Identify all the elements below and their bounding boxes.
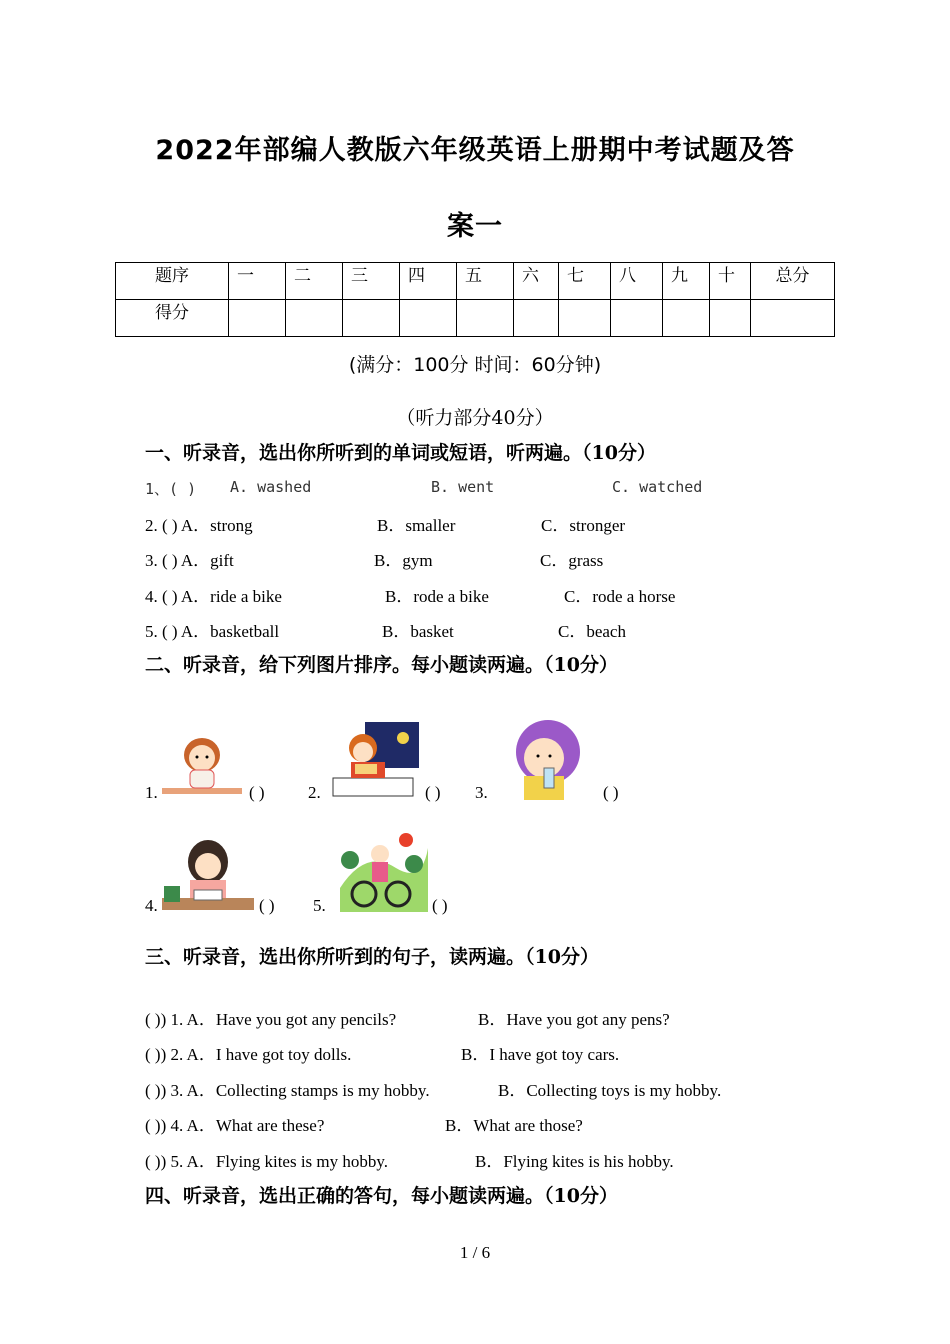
q3-item-3 [145, 1076, 722, 1101]
score-table-score-row [116, 300, 835, 337]
q3-option-a[interactable]: ) 4. A．What are these? [160, 1116, 325, 1135]
page-title-line2: 案一 [447, 211, 503, 242]
q2-label-2: 2. [308, 783, 321, 802]
q1-option-a[interactable]: strong [210, 516, 253, 535]
q1-item-number: 2. ( ) A． [145, 516, 211, 535]
header-cell: 四 [400, 263, 457, 300]
q3-item-1 [145, 1005, 670, 1030]
header-cell: 九 [663, 263, 710, 300]
q1-option-b[interactable]: B．rode a bike [385, 587, 489, 606]
q1-option-c[interactable]: C. watched [612, 478, 703, 496]
q1-item-4 [145, 582, 676, 607]
q2-blank-5[interactable]: ( ) [432, 896, 448, 915]
score-cell[interactable] [710, 300, 751, 337]
score-cell[interactable] [611, 300, 663, 337]
boy-reading-in-bed-picture [325, 720, 421, 802]
header-cell: 八 [611, 263, 663, 300]
q2-label-4: 4. [145, 896, 158, 915]
q3-item-2 [145, 1040, 620, 1065]
q1-option-c[interactable]: C．grass [540, 551, 604, 570]
q3-option-a[interactable]: ) 2. A．I have got toy dolls. [160, 1045, 352, 1064]
boy-riding-bike-picture [336, 828, 432, 914]
q3-option-b[interactable]: B．What are those? [445, 1116, 583, 1135]
q1-item-2 [145, 511, 626, 536]
q2-blank-2[interactable]: ( ) [425, 783, 441, 802]
q3-option-a[interactable]: ) 1. A．Have you got any pencils? [160, 1010, 397, 1029]
score-cell[interactable] [457, 300, 514, 337]
header-cell: 二 [286, 263, 343, 300]
q2-label-3: 3. [475, 783, 488, 802]
score-cell[interactable] [514, 300, 559, 337]
score-cell[interactable] [751, 300, 835, 337]
q3-option-b[interactable]: B．I have got toy cars. [461, 1045, 620, 1064]
score-cell[interactable] [400, 300, 457, 337]
header-cell: 十 [710, 263, 751, 300]
listening-header: （听力部分40分） [396, 407, 554, 429]
q1-option-b[interactable]: B．basket [382, 622, 454, 641]
page-title-line1: 2022年部编人教版六年级英语上册期中考试题及答 [155, 135, 795, 166]
section-3-heading: 三、听录音，选出你所听到的句子，读两遍。（10分） [145, 946, 599, 968]
score-cell[interactable] [229, 300, 286, 337]
q2-label-1: 1. [145, 783, 158, 802]
score-cell[interactable] [286, 300, 343, 337]
score-table-header-row [116, 263, 835, 300]
q1-option-b[interactable]: B．smaller [377, 516, 456, 535]
q1-item-3 [145, 546, 604, 571]
header-cell: 一 [229, 263, 286, 300]
q3-option-b[interactable]: B．Flying kites is his hobby. [475, 1152, 674, 1171]
section-1-heading: 一、听录音，选出你所听到的单词或短语，听两遍。（10分） [145, 442, 656, 464]
q1-option-a[interactable]: gift [210, 551, 234, 570]
q3-option-b[interactable]: B．Have you got any pens? [478, 1010, 670, 1029]
header-cell: 七 [559, 263, 611, 300]
score-table [115, 262, 835, 337]
q3-answer-paren[interactable]: ( ) [145, 1116, 161, 1135]
score-cell[interactable] [559, 300, 611, 337]
q3-option-a[interactable]: ) 3. A．Collecting stamps is my hobby. [160, 1081, 430, 1100]
q1-item-number: 5. ( ) A． [145, 622, 211, 641]
q3-answer-paren[interactable]: ( ) [145, 1010, 161, 1029]
header-cell: 五 [457, 263, 514, 300]
q3-option-a[interactable]: ) 5. A．Flying kites is my hobby. [160, 1152, 389, 1171]
exam-meta: (满分：100分 时间：60分钟) [348, 354, 602, 376]
woman-writing-picture [160, 836, 256, 914]
q1-option-b[interactable]: B．gym [374, 551, 433, 570]
header-cell: 题序 [116, 263, 229, 300]
q1-item-5 [145, 617, 626, 642]
score-cell[interactable] [343, 300, 400, 337]
girl-at-table-picture [160, 730, 244, 800]
header-cell: 总分 [751, 263, 835, 300]
q1-option-b[interactable]: B. went [431, 478, 495, 496]
q1-option-c[interactable]: C．rode a horse [564, 587, 676, 606]
q1-item-number: 1、( ) [145, 480, 197, 498]
q3-item-4 [145, 1111, 583, 1136]
q3-answer-paren[interactable]: ( ) [145, 1152, 161, 1171]
q1-option-c[interactable]: C．beach [558, 622, 626, 641]
section-4-heading: 四、听录音，选出正确的答句，每小题读两遍。（10分） [145, 1185, 618, 1207]
page-number: 1 / 6 [459, 1243, 491, 1262]
girl-drinking-picture [508, 718, 584, 802]
q1-option-a[interactable]: basketball [210, 622, 280, 641]
q2-label-5: 5. [313, 896, 326, 915]
q3-item-5 [145, 1147, 674, 1172]
q3-answer-paren[interactable]: ( ) [145, 1045, 161, 1064]
q2-blank-4[interactable]: ( ) [259, 896, 275, 915]
header-cell: 六 [514, 263, 559, 300]
q1-item-number: 3. ( ) A． [145, 551, 211, 570]
q1-option-a[interactable]: A. washed [230, 478, 312, 496]
q1-item-1 [145, 478, 703, 499]
q1-item-number: 4. ( ) A． [145, 587, 211, 606]
q2-blank-1[interactable]: ( ) [249, 783, 265, 802]
header-cell: 三 [343, 263, 400, 300]
q3-answer-paren[interactable]: ( ) [145, 1081, 161, 1100]
row-label-cell: 得分 [116, 300, 229, 337]
q1-option-a[interactable]: ride a bike [210, 587, 282, 606]
score-cell[interactable] [663, 300, 710, 337]
section-2-heading: 二、听录音，给下列图片排序。每小题读两遍。（10分） [145, 654, 618, 676]
q3-option-b[interactable]: B．Collecting toys is my hobby. [498, 1081, 722, 1100]
q1-option-c[interactable]: C．stronger [541, 516, 626, 535]
q2-blank-3[interactable]: ( ) [603, 783, 619, 802]
